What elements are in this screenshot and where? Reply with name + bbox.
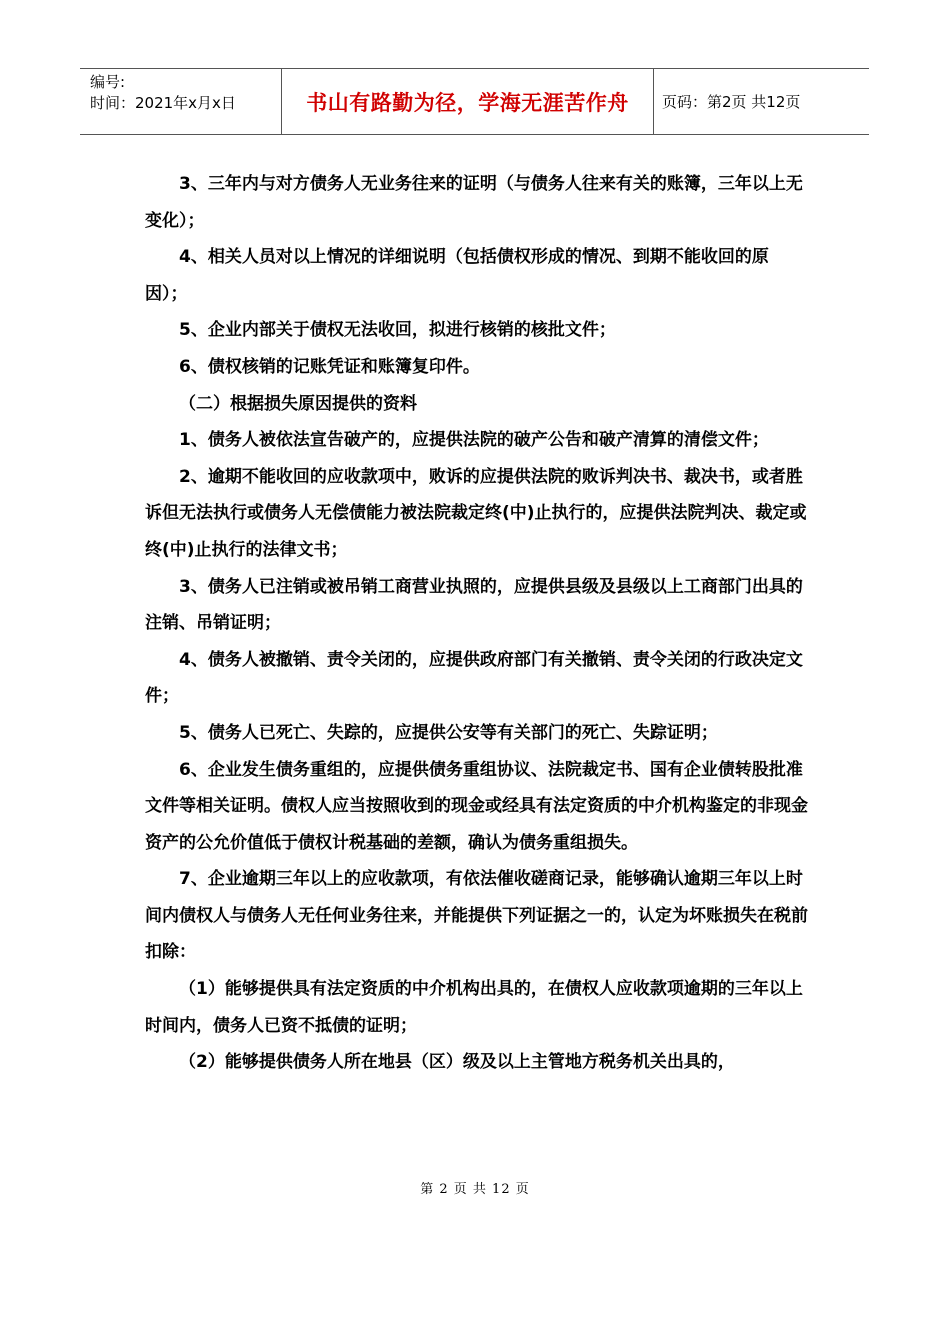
paragraph: 4、相关人员对以上情况的详细说明（包括债权形成的情况、到期不能收回的原因）； [145, 247, 769, 304]
paragraph: 3、债务人已注销或被吊销工商营业执照的，应提供县级及县级以上工商部门出具的注销、吊销证明； [145, 576, 803, 634]
page-header [80, 68, 869, 135]
paragraph: 5、企业内部关于债权无法收回，拟进行核销的核批文件； [179, 320, 616, 341]
header-page-info: 页码：第2页 共12页 [662, 93, 801, 111]
paragraph: （1）能够提供具有法定资质的中介机构出具的，在债权人应收款项逾期的三年以上时间内，债务人已资不抵债的证明； [145, 979, 803, 1036]
time-label: 时间：2021年x月x日 [90, 94, 236, 112]
paragraph: 4、债务人被撤销、责令关闭的，应提供政府部门有关撤销、责令关闭的行政决定文件； [145, 649, 803, 707]
paragraph: 6、企业发生债务重组的，应提供债务重组协议、法院裁定书、国有企业债转股批准文件等相关证明。债权人应当按照收到的现金或经具有法定资质的中介机构鉴定的非现金资产的公允价值低于债权计税基础的差额，确认为债务重组损失。 [145, 759, 808, 853]
number-label: 编号: [90, 73, 126, 91]
paragraph: 2、逾期不能收回的应收款项中，败诉的应提供法院的败诉判决书、裁决书，或者胜诉但无法执行或债务人无偿债能力被法院裁定终(中)止执行的，应提供法院判决、裁定或终(中)止执行的法律文书； [145, 466, 807, 560]
paragraph: 5、债务人已死亡、失踪的，应提供公安等有关部门的死亡、失踪证明； [179, 722, 718, 743]
header-motto: 书山有路勤为径，学海无涯苦作舟 [282, 69, 654, 134]
paragraph: 1、债务人被依法宣告破产的，应提供法院的破产公告和破产清算的清偿文件； [179, 430, 769, 451]
header-meta [80, 69, 282, 134]
page-footer: 第 2 页 共 12 页 [420, 1182, 530, 1197]
paragraph: 6、债权核销的记账凭证和账簿复印件。 [179, 356, 480, 377]
paragraph: （2）能够提供债务人所在地县（区）级及以上主管地方税务机关出具的， [179, 1052, 735, 1073]
paragraph: 7、企业逾期三年以上的应收款项，有依法催收磋商记录，能够确认逾期三年以上时间内债权人与债务人无任何业务往来，并能提供下列证据之一的，认定为坏账损失在税前扣除： [145, 869, 808, 963]
document-body [145, 166, 810, 1081]
section-heading: （二）根据损失原因提供的资料 [179, 393, 417, 414]
paragraph: 3、三年内与对方债务人无业务往来的证明（与债务人往来有关的账簿，三年以上无变化）； [145, 174, 803, 231]
